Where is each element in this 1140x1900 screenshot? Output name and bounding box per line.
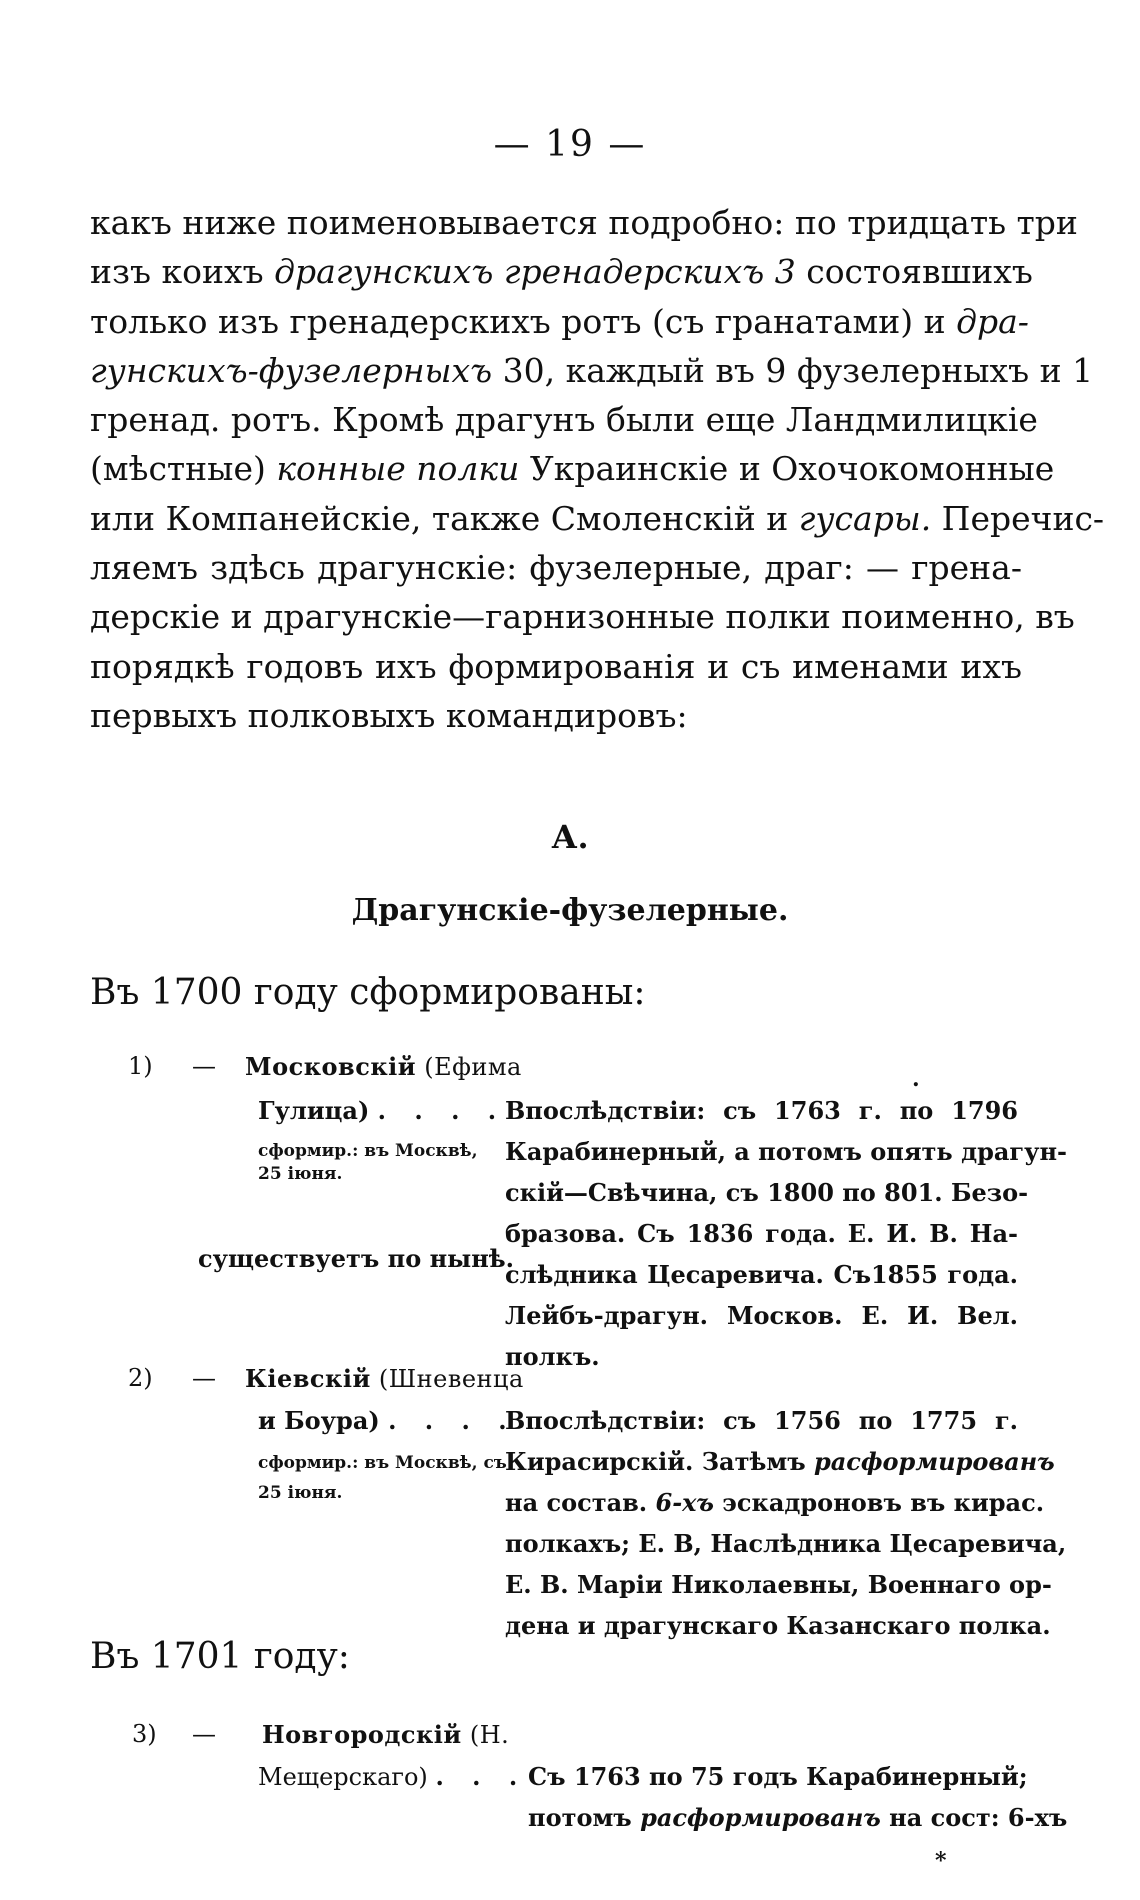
regiment-commander: Гулица) . . . . — [258, 1096, 507, 1125]
intro-line: только изъ гренадерскихъ ротъ (съ гранатами) и дра- — [90, 301, 1029, 341]
history-line: слѣдника Цесаревича. Съ1855 года. — [505, 1260, 1018, 1289]
section-title: Драгунскіе-фузелерные. — [351, 893, 789, 928]
formation-date: 25 іюня. — [258, 1483, 343, 1503]
intro-line: (мѣстные) конные полки Украинскіе и Охочокомонные — [90, 449, 1055, 489]
year-heading-1701: Въ 1701 году: — [90, 1636, 350, 1677]
intro-line: гренад. ротъ. Кромѣ драгунъ были еще Ландмилицкіе — [90, 400, 1038, 440]
print-star: * — [935, 1848, 947, 1874]
intro-line: какъ ниже поименовывается подробно: по тридцать три — [90, 203, 1078, 242]
entry-number: 3) — [132, 1720, 157, 1748]
regiment-name: Кіевскій (Шневенца — [245, 1364, 524, 1393]
formation-place: сформир.: въ Москвѣ, съ — [258, 1453, 507, 1473]
existence-note: существуетъ по нынѣ. — [198, 1244, 514, 1273]
formation-place: сформир.: въ Москвѣ, — [258, 1141, 478, 1161]
intro-line: первыхъ полковыхъ командировъ: — [90, 695, 688, 735]
entry-dash: — — [192, 1720, 216, 1748]
intro-line: или Компанейскіе, также Смоленскій и гусары. Перечис- — [90, 498, 1105, 538]
history-line: Лейбъ-драгун. Москов. Е. И. Вел. — [505, 1301, 1018, 1330]
print-dot: . — [912, 1066, 920, 1092]
regiment-commander: и Боура) . . . . — [258, 1406, 517, 1435]
intro-line: изъ коихъ драгунскихъ гренадерскихъ 3 состоявшихъ — [90, 252, 1033, 292]
history-line: полкъ. — [505, 1342, 600, 1371]
regiment-history — [505, 1400, 1067, 1646]
entry-dash: — — [192, 1364, 216, 1392]
intro-line: дерскіе и драгунскіе—гарнизонные полки поименно, въ — [90, 597, 1075, 637]
history-line: на состав. 6-хъ эскадроновъ въ кирас. — [505, 1488, 1045, 1517]
regiment-history — [528, 1756, 1068, 1838]
page-number: — 19 — — [493, 124, 647, 165]
entry-dash: — — [192, 1052, 216, 1080]
intro-line: гунскихъ-фузелерныхъ 30, каждый въ 9 фузелерныхъ и 1 — [90, 350, 1094, 390]
section-letter: А. — [551, 818, 589, 856]
entry-number: 1) — [128, 1052, 153, 1080]
entry-number: 2) — [128, 1364, 153, 1392]
year-heading-1700: Въ 1700 году сформированы: — [90, 972, 646, 1013]
history-line: скій—Свѣчина, съ 1800 по 801. Безо- — [505, 1178, 1029, 1207]
history-line: потомъ расформированъ на сост: 6-хъ — [528, 1803, 1068, 1832]
history-line: Е. В. Маріи Николаевны, Военнаго ор- — [505, 1570, 1052, 1599]
regiment-history — [505, 1090, 1067, 1377]
formation-date: 25 іюня. — [258, 1164, 343, 1184]
history-line: Карабинерный, а потомъ опять драгун- — [505, 1137, 1067, 1166]
regiment-name: Московскій (Ефима — [245, 1052, 522, 1081]
history-line: Кирасирскій. Затѣмъ расформированъ — [505, 1447, 1055, 1476]
history-line: дена и драгунскаго Казанскаго полка. — [505, 1611, 1051, 1640]
history-line: Впослѣдствіи: съ 1763 г. по 1796 — [505, 1096, 1018, 1125]
history-line: бразова. Съ 1836 года. Е. И. В. На- — [505, 1219, 1018, 1248]
history-line: Съ 1763 по 75 годъ Карабинерный; — [528, 1762, 1028, 1791]
history-line: полкахъ; Е. В, Наслѣдника Цесаревича, — [505, 1529, 1067, 1558]
regiment-name: Новгородскій (Н. — [262, 1720, 510, 1749]
history-line: Впослѣдствіи: съ 1756 по 1775 г. — [505, 1406, 1018, 1435]
intro-paragraph — [90, 198, 1105, 740]
intro-line: порядкѣ годовъ ихъ формированія и съ именами ихъ — [90, 646, 1022, 686]
intro-line: ляемъ здѣсь драгунскіе: фузелерные, драг: — грена- — [90, 548, 1022, 588]
regiment-commander: Мещерскаго) . . . — [258, 1762, 528, 1791]
